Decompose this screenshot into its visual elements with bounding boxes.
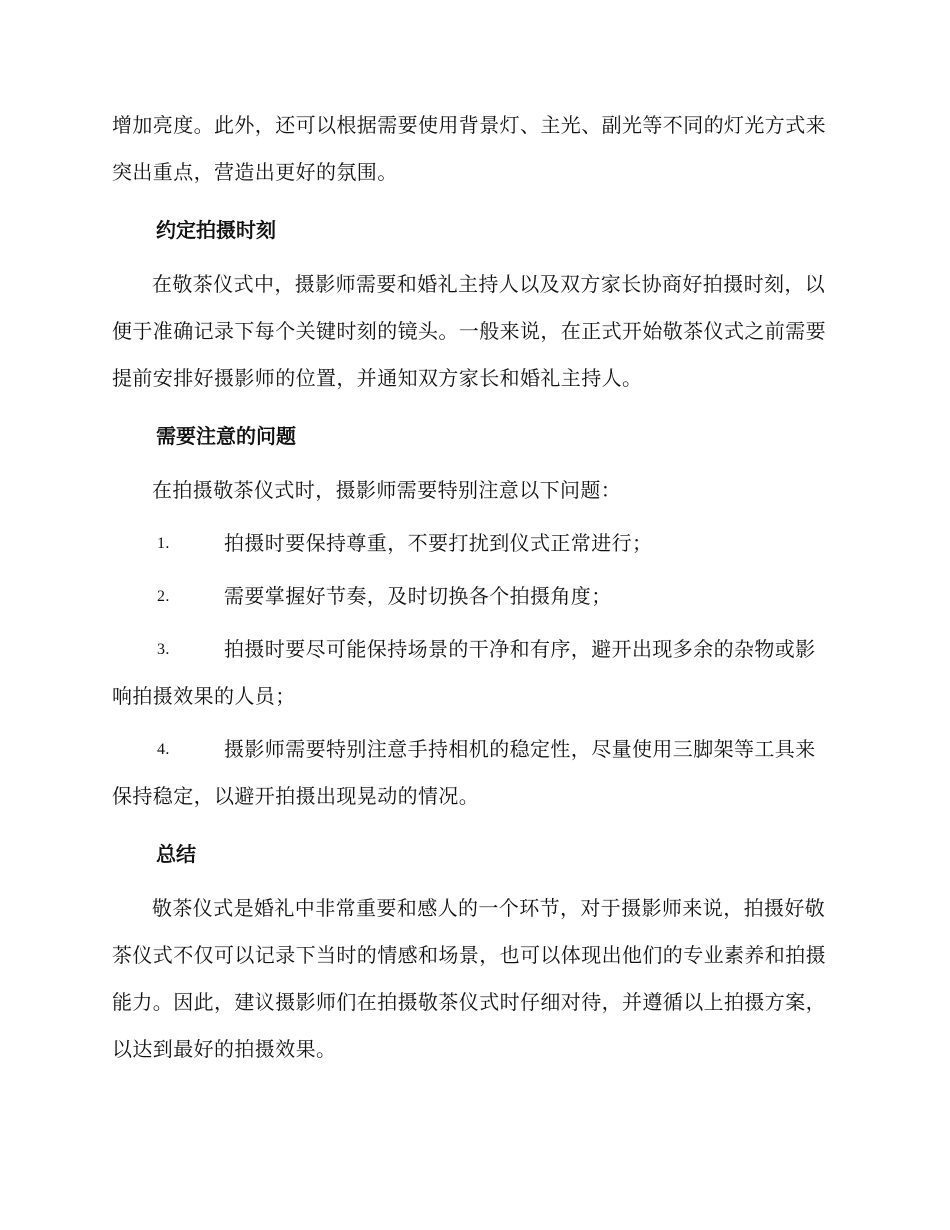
list-item [112,626,832,720]
list-item-number: 4. [157,741,170,758]
section-heading-summary: 总结 [156,842,196,866]
list-item-text: 摄影师需要特别注意手持相机的稳定性，尽量使用三脚架等工具来保持稳定，以避开拍摄出现晃动的情况。 [112,737,816,808]
list-item-text: 拍摄时要保持尊重，不要打扰到仪式正常进行； [224,531,653,555]
list-item-text: 需要掌握好节奏，及时切换各个拍摄角度； [224,584,612,608]
list-item-number: 1. [157,535,170,552]
section-heading-schedule: 约定拍摄时刻 [156,218,276,242]
list-item-number: 3. [157,641,170,658]
continuation-paragraph: 增加亮度。此外，还可以根据需要使用背景灯、主光、副光等不同的灯光方式来突出重点，营造出更好的氛围。 [112,113,826,184]
document-page [112,102,832,1073]
issues-intro: 在拍摄敬茶仪式时，摄影师需要特别注意以下问题： [152,478,622,502]
list-item [112,726,832,820]
list-item-text: 拍摄时要尽可能保持场景的干净和有序，避开出现多余的杂物或影响拍摄效果的人员； [112,637,816,708]
schedule-paragraph: 在敬茶仪式中，摄影师需要和婚礼主持人以及双方家长协商好拍摄时刻，以便于准确记录下每个关键时刻的镜头。一般来说，在正式开始敬茶仪式之前需要提前安排好摄影师的位置，并通知双方家长和婚礼主持人。 [112,272,826,390]
summary-paragraph: 敬茶仪式是婚礼中非常重要和感人的一个环节，对于摄影师来说，拍摄好敬茶仪式不仅可以记录下当时的情感和场景，也可以体现出他们的专业素养和拍摄能力。因此，建议摄影师们在拍摄敬茶仪式时仔细对待，并遵循以上拍摄方案，以达到最好的拍摄效果。 [112,896,826,1061]
list-item [112,573,832,620]
list-item-number: 2. [157,588,170,605]
list-item [112,520,832,567]
section-heading-issues: 需要注意的问题 [156,424,296,448]
